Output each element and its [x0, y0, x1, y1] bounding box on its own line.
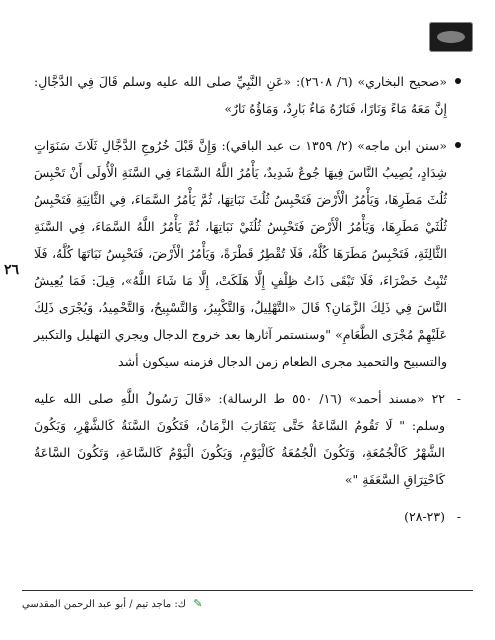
bukhari-citation: «صحيح البخاري» (٦/ ٢٦٠٨): «عَنِ النَّبِيِّ صلى الله عليه وسلم قَالَ فِي الدَّجَّالِ: إِنَّ مَعَهُ مَاءً وَنَارًا، فَنَارُهُ مَاءٌ بَارِدٌ، وَمَاؤُهُ نَارٌ»: [34, 68, 461, 122]
footer-divider: [22, 590, 473, 591]
book-logo-icon: [429, 22, 473, 52]
document-body: [34, 68, 461, 540]
reference-range: - (٢٣-٢٨): [34, 503, 461, 530]
footer-author: ك: ماجد تيم / أبو عبد الرحمن المقدسي: [22, 599, 187, 610]
page-number: ٢٦: [4, 262, 20, 278]
ahmad-citation: - ٢٢ «مسند أحمد» (١٦/ ٥٥٠ ط الرسالة): «قَالَ رَسُولُ اللَّهِ صلى الله عليه وسلم: " لَا تَقُومُ السَّاعَةُ حَتَّى يَتَقَارَبَ الزَّمَانُ، فَتَكُونَ السَّنَةُ كَالشَّهْرِ، وَيَكُونَ الشَّهْرُ كَالْجُمُعَةِ، وَتَكُونَ الْجُمُعَةُ كَالْيَوْمِ، وَيَكُونَ الْيَوْمُ كَالسَّاعَةِ، وَتَكُونَ السَّاعَةُ كَاحْتِرَاقِ السَّعَفَةِ "»: [34, 385, 461, 493]
ibn-majah-citation: «سنن ابن ماجه» (٢/ ١٣٥٩ ت عبد الباقي): وَإِنَّ قَبْلَ خُرُوجِ الدَّجَّالِ ثَلَاثَ سَنَوَاتٍ شِدَادٍ، يُصِيبُ النَّاسَ فِيهَا جُوعٌ شَدِيدٌ، يَأْمُرُ اللَّهُ السَّمَاءَ فِي السَّنَةِ الْأُولَى أَنْ تَحْبِسَ ثُلُثَ مَطَرِهَا، وَيَأْمُرُ الْأَرْضَ فَتَحْبِسُ ثُلُثَ نَبَاتِهَا، ثُمَّ يَأْمُرُ السَّمَاءَ، فِي الثَّانِيَةِ فَتَحْبِسُ ثُلُثَيْ مَطَرِهَا، وَيَأْمُرُ الْأَرْضَ فَتَحْبِسُ ثُلُثَيْ نَبَاتِهَا، ثُمَّ يَأْمُرُ اللَّهُ السَّمَاءَ، فِي السَّنَةِ الثَّالِثَةِ، فَتَحْبِسُ مَطَرَهَا كُلَّهُ، فَلَا تُقْطِرُ قَطْرَةً، وَيَأْمُرُ الْأَرْضَ، فَتَحْبِسُ نَبَاتَهَا كُلَّهُ، فَلَا تُنْبِتُ خَضْرَاءَ، فَلَا تَبْقَى ذَاتُ ظِلْفٍ إِلَّا هَلَكَتْ، إِلَّا مَا شَاءَ اللَّهُ»، قِيلَ: فَمَا يُعِيشُ النَّاسَ فِي ذَلِكَ الزَّمَانِ؟ قَالَ «التَّهْلِيلُ، وَالتَّكْبِيرُ، وَالتَّسْبِيحُ، وَالتَّحْمِيدُ، وَيُجْرَى ذَلِكَ عَلَيْهِمْ مُجْرَى الطَّعَامِ» "وسنستمر آثارها بعد خروج الدجال ويجري التهليل والتكبير والتسبيح والتحميد مجرى الطعام زمن الدجال فزمنه سيكون أشد: [34, 132, 461, 375]
pen-icon: ✎: [193, 597, 203, 610]
footer: [22, 597, 202, 610]
